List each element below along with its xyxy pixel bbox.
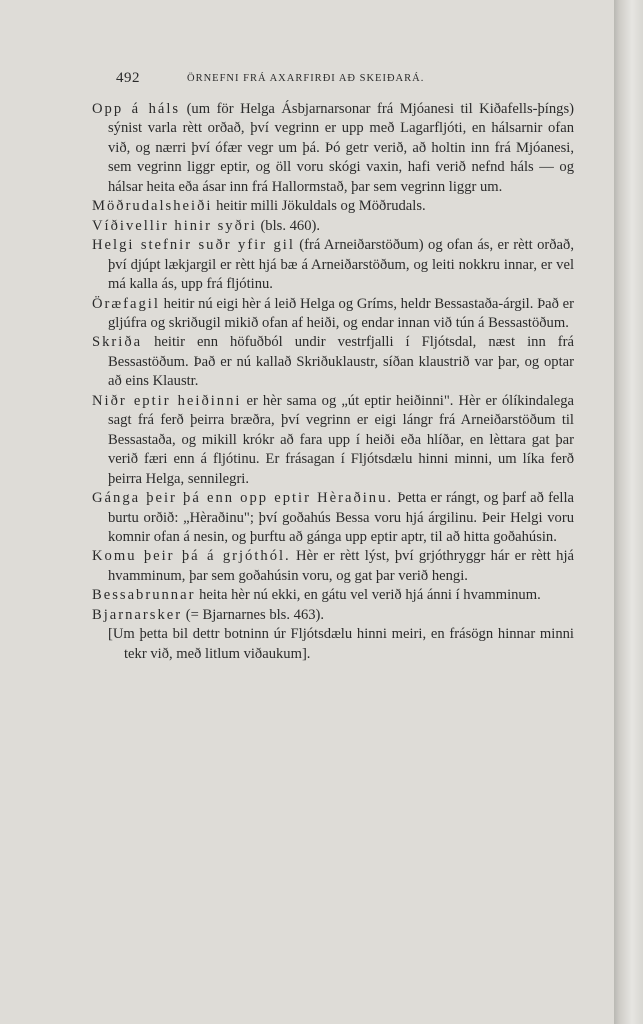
- entry-opp-a-hals: [92, 100, 574, 197]
- entry-headword: Opp á háls: [92, 101, 181, 117]
- entry-headword: Komu þeir þá á grjóthól.: [92, 548, 291, 565]
- entry-text: (frá Arneiðarstöðum) og ofan ás, er rètt orðað, því djúpt lækjargil er rètt hjá bæ á Arneiðarstöðum, og leiti nokkru innar, er vel má kalla ás, upp frá fljótinu.: [108, 237, 574, 293]
- entry-text: heita hèr nú ekki, en gátu vel verið hjá ánni í hvamminum.: [195, 587, 541, 604]
- entry-text: (bls. 460).: [256, 217, 321, 234]
- entry-headword: Skriða: [92, 334, 143, 351]
- entry-text: heitir enn höfuðból undir vestrfjalli í Fljótsdal, næst inn frá Bessastöðum. Það er nú kallað Skriðuklaustr, síðan klaustrið var þar, og optar að eins Klaustr.: [108, 334, 574, 390]
- entry-skrida: [92, 333, 574, 391]
- entry-headword: Víðivellir hinir syðri: [92, 217, 257, 234]
- page-body: [92, 100, 574, 664]
- entry-text: Hèr er rètt lýst, því grjóthryggr hár er rètt hjá hvamminum, þar sem goðahúsin voru, og gat þar verið hengi.: [108, 548, 574, 584]
- entry-text: Þetta er rángt, og þarf að fella burtu orðið: „Hèraðinu"; því goðahús Bessa voru hjá árgilinu. Þeir Helgi voru komnir ofan á nesin, og þurftu að gánga upp eptir aptr, til að hitta goðahúsin.: [108, 490, 574, 545]
- entry-modrudalsheidi: [92, 197, 574, 216]
- entry-text: (= Bjarnarnes bls. 463).: [182, 606, 325, 623]
- entry-oraefagil: [92, 295, 574, 334]
- entry-headword: Bessabrunnar: [92, 587, 196, 604]
- entry-text: heitir milli Jökuldals og Möðrudals.: [212, 198, 426, 215]
- page-number: 492: [116, 70, 140, 86]
- entry-text: heitir nú eigi hèr á leið Helga og Gríms, heldr Bessastaða-árgil. Það er gljúfra og skriðugil mikið ofan af heiði, og endar innan við tún á Bessastöðum.: [108, 295, 574, 331]
- entry-headword: Öræfagil: [92, 295, 160, 312]
- entry-headword: Niðr eptir heiðinni: [92, 392, 242, 409]
- entry-text: (um för Helga Ásbjarnarsonar frá Mjóanesi til Kiðafells-þíngs) sýnist varla rètt orðað, því vegrinn er upp með Lagarfljóti, en hálsarnir ofan við, og nærri því ófær vegr um þá. Þó getr verið, að holtin inn frá Mjóanesi, sem vegrinn liggr eptir, og öll voru skógi vaxin, hafi verið nefnd háls — og hálsar heita eða ásar inn frá Hallormstað, þar sem vegrinn liggr um.: [108, 101, 574, 195]
- entry-bessabrunnar: [92, 586, 574, 605]
- running-title: ÖRNEFNI FRÁ AXARFIRÐI AÐ SKEIÐARÁ.: [187, 73, 425, 84]
- entry-bjarnarsker: [92, 606, 574, 625]
- page-header: [0, 70, 614, 90]
- entry-headword: Helgi stefnir suðr yfir gil: [92, 237, 295, 254]
- entry-nidr-eptir-heidinni: [92, 392, 574, 489]
- page-edge: [614, 0, 643, 1024]
- entry-komu-their: [92, 547, 574, 586]
- entry-vidivellir: [92, 217, 574, 236]
- entry-ganga-their: [92, 489, 574, 547]
- entry-headword: Möðrudalsheiði: [92, 198, 213, 215]
- entry-text: er hèr sama og „út eptir heiðinni". Hèr er ólíkindalega sagt frá ferð þeirra bræðra, því vegrinn er eigi lángr frá Arneiðarstöðum til Bessastaða, og mikill krókr að fara upp í heiði eða hlíðar, en lèttara gat þar verið færi enn á fljótinu. Er frásagan í Fljótsdælu hinni minni, um líka ferð þeirra Helga, sennilegri.: [108, 392, 574, 487]
- entry-headword: Bjarnarsker: [92, 606, 183, 623]
- entry-helgi-stefnir: [92, 236, 574, 294]
- entry-headword: Gánga þeir þá enn opp eptir Hèraðinu.: [92, 490, 394, 507]
- editorial-note: [Um þetta bil dettr botninn úr Fljótsdælu hinni meiri, en frásögn hinnar minni tekr við, með litlum viðaukum].: [108, 626, 574, 662]
